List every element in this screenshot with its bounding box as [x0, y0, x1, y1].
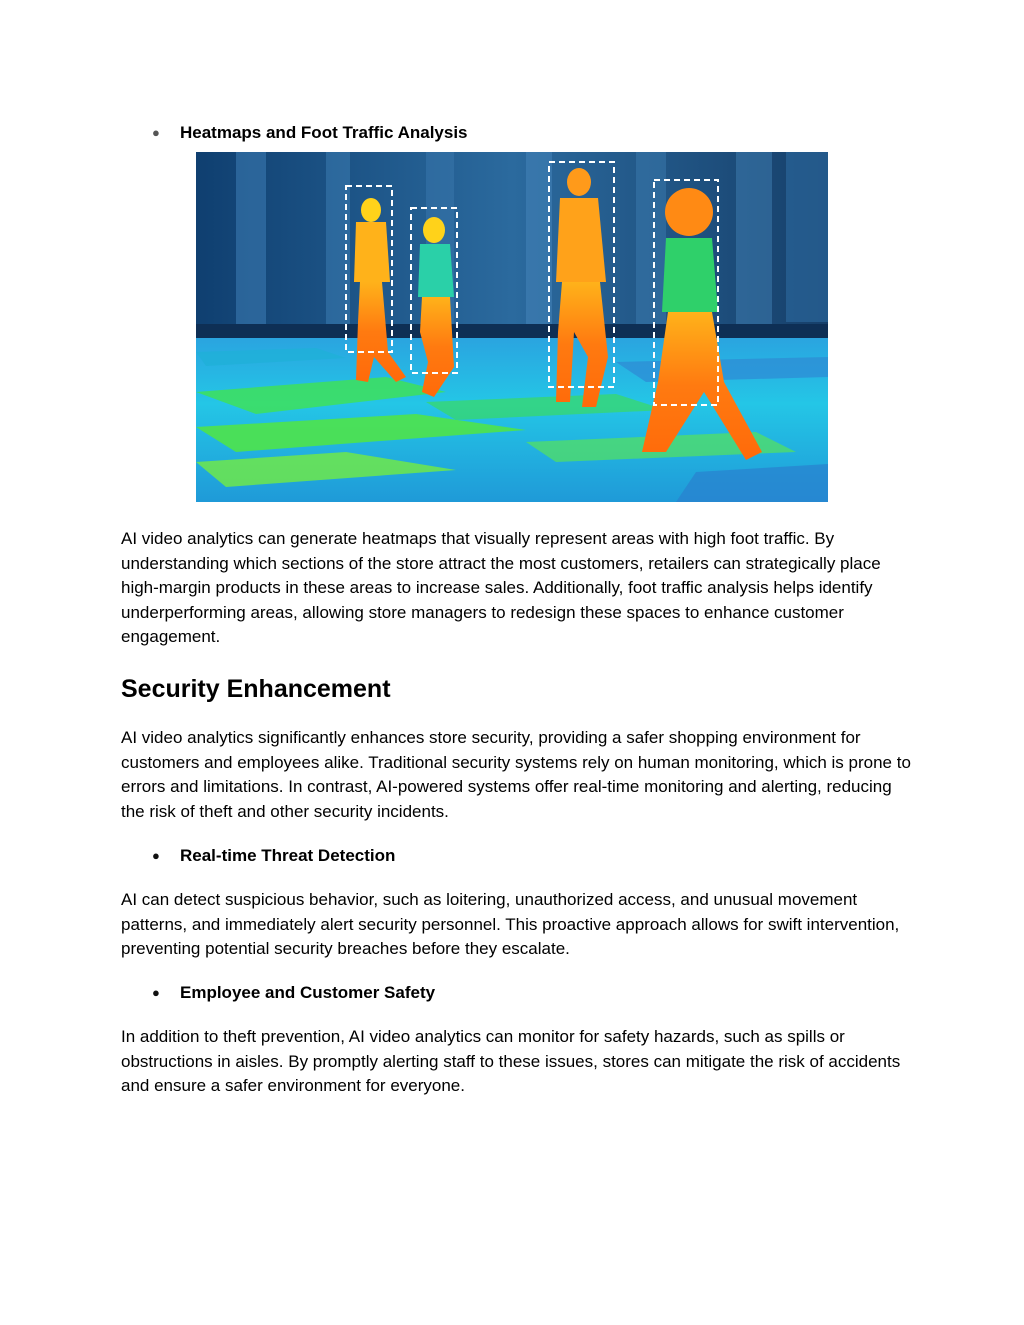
bullet-title: Employee and Customer Safety: [180, 983, 436, 1002]
bullet-icon: ●: [152, 985, 160, 1000]
bullet-icon: ●: [152, 125, 160, 140]
bullet-title: Real-time Threat Detection: [180, 846, 396, 865]
security-intro-paragraph: AI video analytics significantly enhances store security, providing a safer shopping environment for customers and employees alike. Traditional security systems rely on human monitoring, which is prone to errors and limitations. In contrast, AI-powered systems offer real-time monitoring and alerting, reducing the risk of theft and other security incidents.: [121, 728, 911, 821]
bullet-heatmaps: [152, 123, 468, 143]
bullet-safety: [152, 983, 435, 1003]
bullet-icon: ●: [152, 848, 160, 863]
bullet-title: Heatmaps and Foot Traffic Analysis: [180, 123, 468, 142]
thermal-heatmap-image: [196, 152, 828, 502]
bullet-threat-detection: [152, 846, 395, 866]
safety-paragraph: In addition to theft prevention, AI video analytics can monitor for safety hazards, such as spills or obstructions in aisles. By promptly alerting staff to these issues, stores can mitigate the risk of accidents and ensure a safer environment for everyone.: [121, 1027, 901, 1095]
section-heading: Security Enhancement: [121, 675, 391, 703]
heatmap-paragraph: AI video analytics can generate heatmaps that visually represent areas with high foot traffic. By understanding which sections of the store attract the most customers, retailers can strategically place high-margin products in these areas to increase sales. Additionally, foot traffic analysis helps identify underperforming areas, allowing store managers to redesign these spaces to enhance customer engagement.: [121, 529, 881, 646]
threat-detection-paragraph: AI can detect suspicious behavior, such as loitering, unauthorized access, and unusual movement patterns, and immediately alert security personnel. This proactive approach allows for swift intervention, preventing potential security breaches before they escalate.: [121, 890, 900, 958]
